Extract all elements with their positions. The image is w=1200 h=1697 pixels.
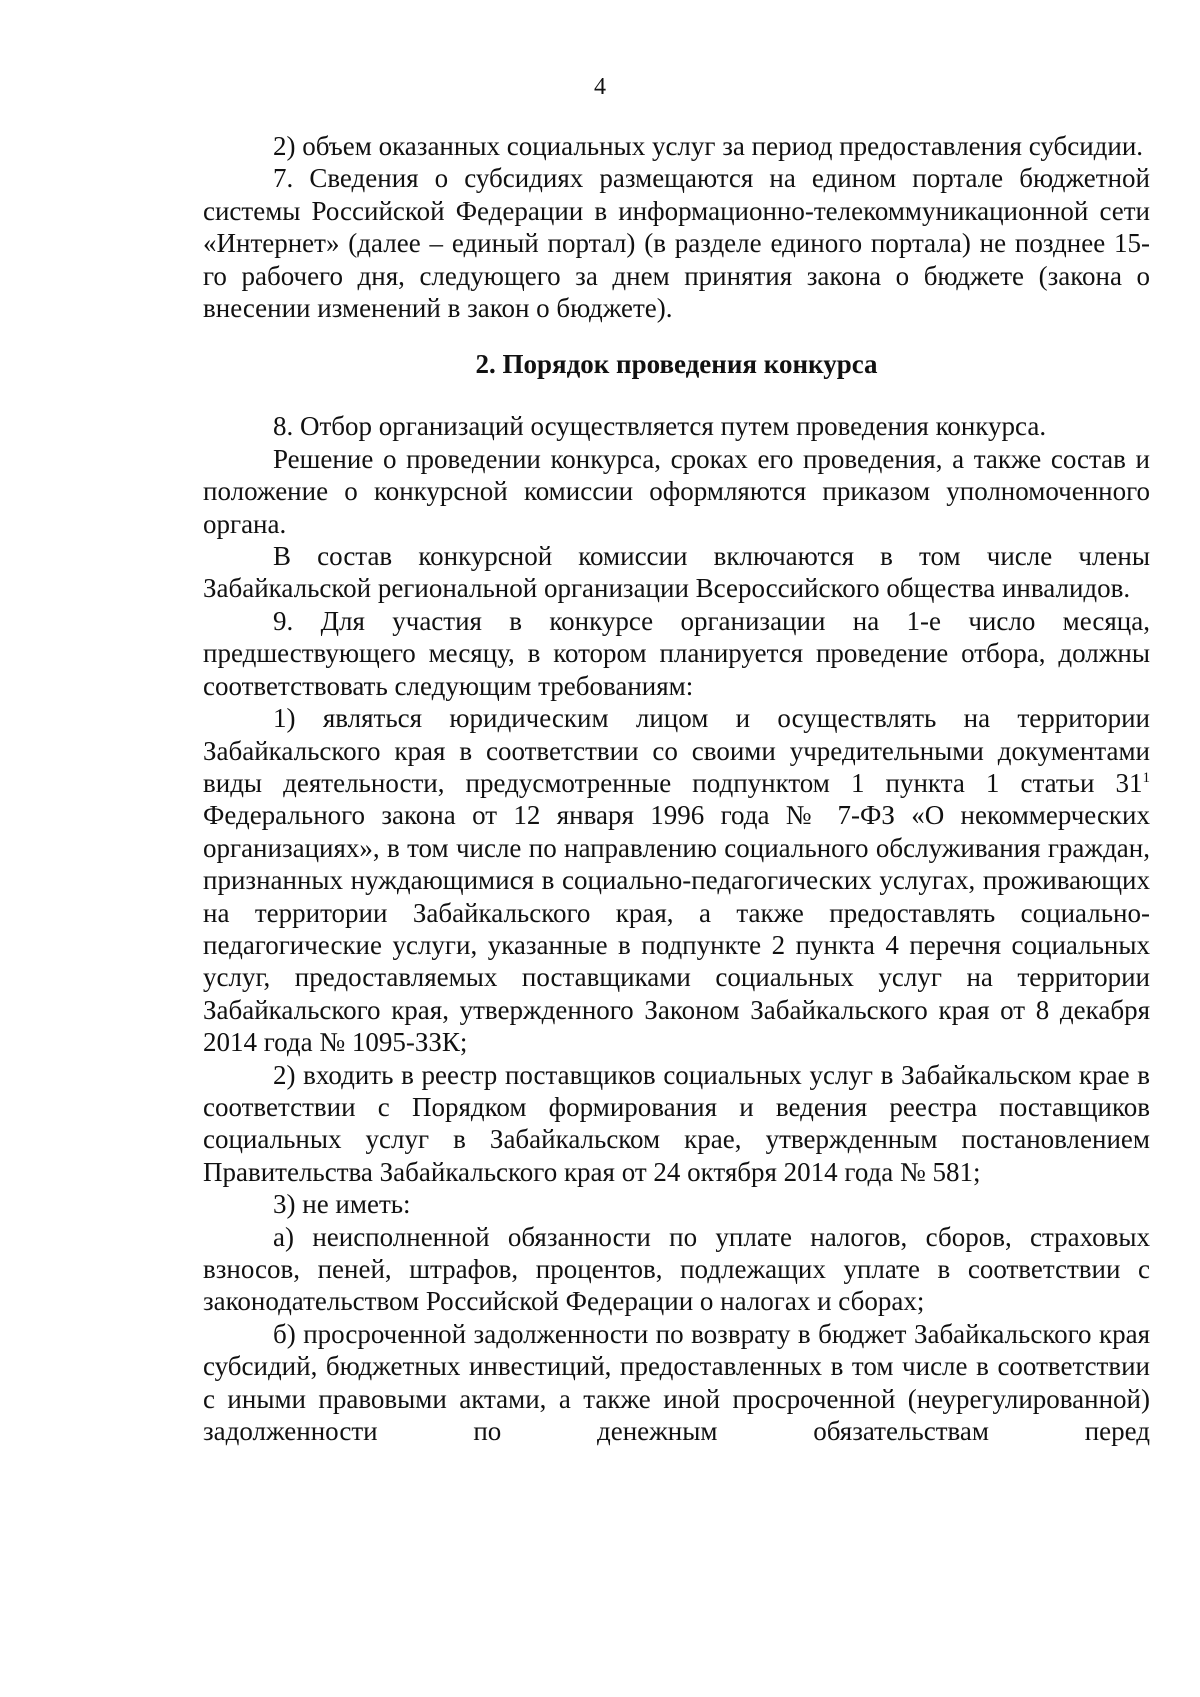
paragraph-7-subsidy-info: 7. Сведения о субсидиях размещаются на едином портале бюджетной системы Российской Федерации в информационно-телекоммуникационной сети «Интернет» (далее – единый портал) (в разделе единого портала) не позднее 15-го рабочего дня, следующего за днем принятия закона о бюджете (закона о внесении изменений в закон о бюджете). bbox=[203, 163, 1150, 324]
document-body bbox=[203, 130, 1150, 1447]
paragraph-commission-decision: Решение о проведении конкурса, сроках его проведения, а также состав и положение о конкурсной комиссии оформляются приказом уполномоченного органа. bbox=[203, 443, 1150, 539]
paragraph-requirement-3: 3) не иметь: bbox=[273, 1189, 411, 1220]
paragraph-requirement-3a: а) неисполненной обязанности по уплате налогов, сборов, страховых взносов, пеней, штрафов, процентов, подлежащих уплате в соответствии с законодательством Российской Федерации о налогах и сборах; bbox=[203, 1221, 1150, 1317]
article-superscript: 1 bbox=[1142, 769, 1150, 786]
paragraph-report-volume: 2) объем оказанных социальных услуг за период предоставления субсидии. bbox=[273, 131, 1144, 161]
page-number: 4 bbox=[594, 74, 606, 100]
requirement-1-text-start: 1) являться юридическим лицом и осуществлять на территории Забайкальского края в соответствии со своими учредительными документами виды деятельности, предусмотренные подпунктом 1 пункта 1 статьи 31 bbox=[203, 703, 1150, 798]
paragraph-requirement-1 bbox=[203, 702, 1150, 1058]
paragraph-8-selection: 8. Отбор организаций осуществляется путем проведения конкурса. bbox=[273, 411, 1047, 442]
requirement-1-text-end: Федерального закона от 12 января 1996 года № 7-ФЗ «О некоммерческих организациях», в том числе по направлению социального обслуживания граждан, признанных нуждающимися в социально-педагогических услугах, проживающих на территории Забайкальского края, а также предоставлять социально-педагогические услуги, указанные в подпункте 2 пункта 4 перечня социальных услуг, предоставляемых поставщиками социальных услуг на территории Забайкальского края, утвержденного Законом Забайкальского края от 8 декабря 2014 года № 1095-ЗЗК; bbox=[203, 800, 1150, 1058]
paragraph-requirement-2: 2) входить в реестр поставщиков социальных услуг в Забайкальском крае в соответствии с Порядком формирования и ведения реестра поставщиков социальных услуг в Забайкальском крае, утвержденным постановлением Правительства Забайкальского края от 24 октября 2014 года № 581; bbox=[203, 1059, 1150, 1187]
section-heading: 2. Порядок проведения конкурса bbox=[475, 349, 878, 380]
paragraph-requirement-3b: б) просроченной задолженности по возврату в бюджет Забайкальского края субсидий, бюджетных инвестиций, предоставленных в том числе в соответствии с иными правовыми актами, а также иной просроченной (неурегулированной) задолженности по денежным обязательствам перед bbox=[203, 1318, 1150, 1447]
paragraph-commission-members: В состав конкурсной комиссии включаются в том числе члены Забайкальской региональной организации Всероссийского общества инвалидов. bbox=[203, 541, 1150, 604]
paragraph-9-requirements: 9. Для участия в конкурсе организации на 1-е число месяца, предшествующего месяцу, в котором планируется проведение отбора, должны соответствовать следующим требованиям: bbox=[203, 605, 1150, 701]
